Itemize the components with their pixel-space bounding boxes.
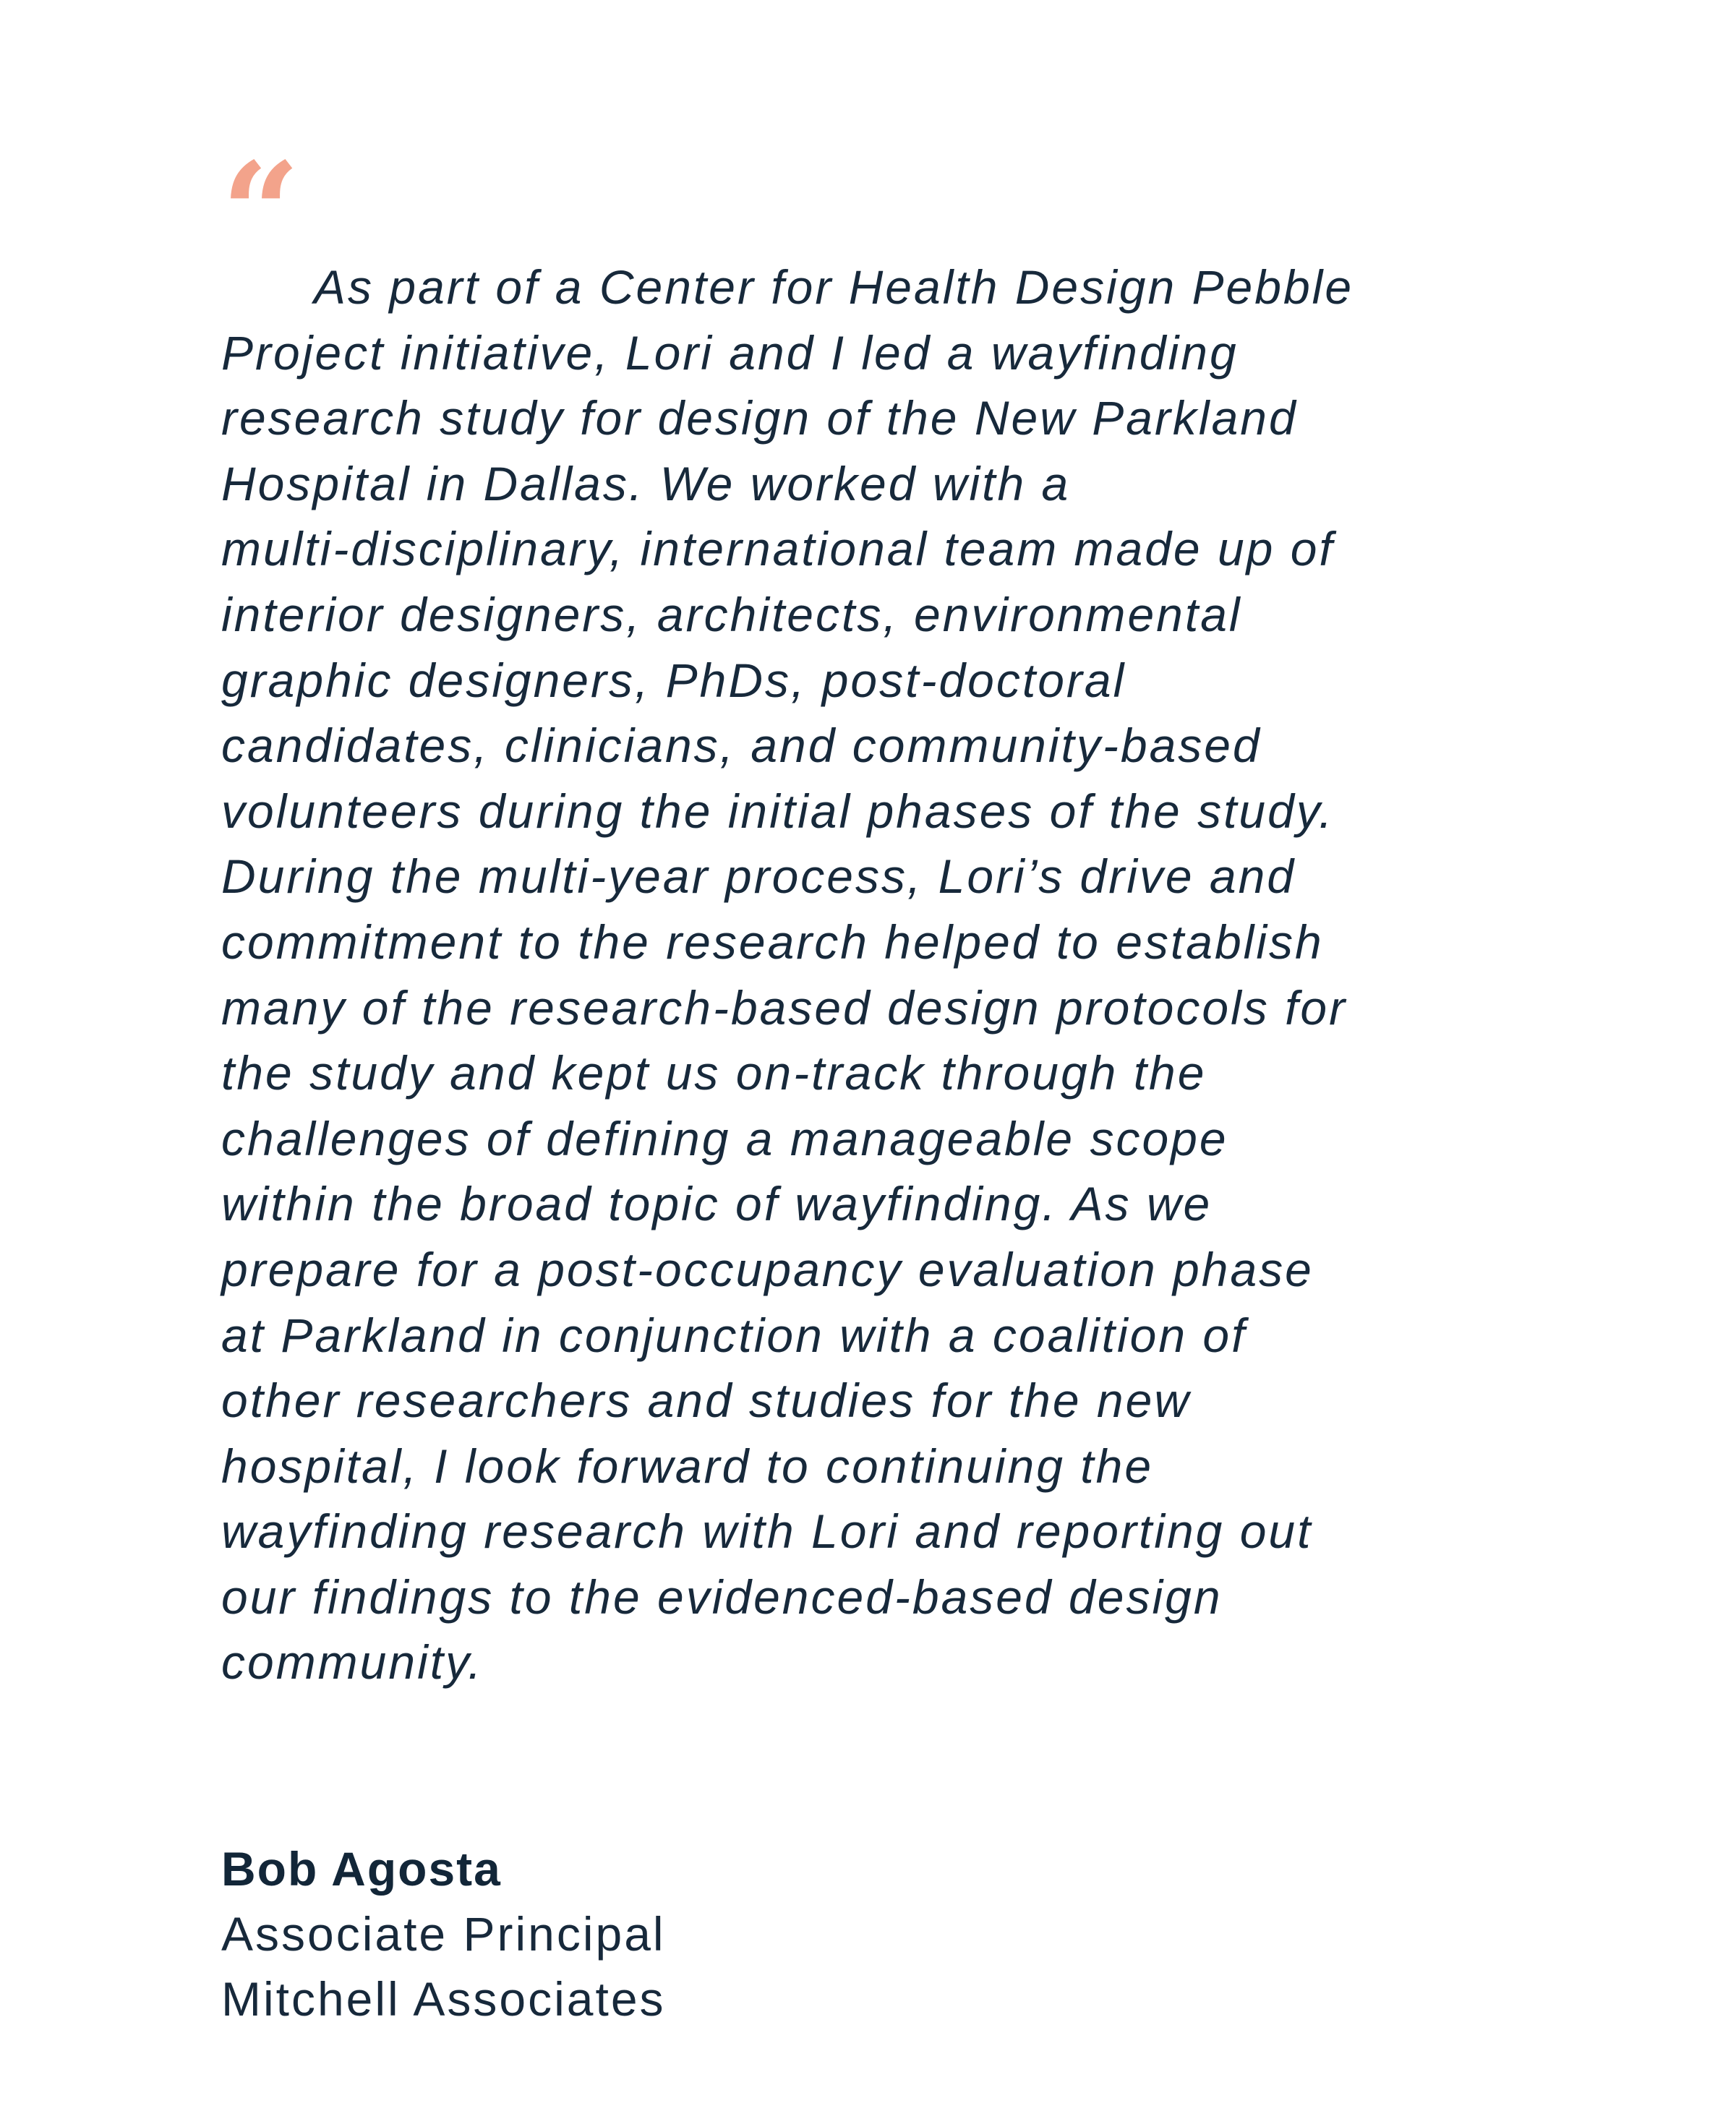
attribution	[221, 1836, 666, 2031]
quote-line: graphic designers, PhDs, post-doctoral	[221, 653, 1126, 707]
author-name: Bob Agosta	[221, 1842, 502, 1896]
quote-line: interior designers, architects, environmental	[221, 587, 1242, 641]
quote-line: prepare for a post-occupancy evaluation phase	[221, 1242, 1314, 1296]
quote-line: research study for design of the New Parkland	[221, 391, 1298, 445]
quote-line: many of the research-based design protocols for	[221, 980, 1348, 1035]
quote-line: wayfinding research with Lori and reporting out	[221, 1504, 1313, 1559]
quote-line: Hospital in Dallas. We worked with a	[221, 456, 1071, 510]
quote-line: hospital, I look forward to continuing the	[221, 1439, 1154, 1493]
quote-line: multi-disciplinary, international team made up of	[221, 522, 1335, 576]
quote-line: As part of a Center for Health Design Pebble	[314, 260, 1354, 314]
quote-line: the study and kept us on-track through the	[221, 1046, 1207, 1100]
quote-line: Project initiative, Lori and I led a wayfinding	[221, 325, 1239, 380]
quote-line: During the multi-year process, Lori’s drive and	[221, 849, 1296, 904]
quote-line: community.	[221, 1635, 484, 1690]
quote-text	[221, 254, 1537, 1695]
quote-line: at Parkland in conjunction with a coalition of	[221, 1308, 1247, 1362]
quote-line: candidates, clinicians, and community-based	[221, 719, 1262, 773]
quote-line: within the broad topic of wayfinding. As we	[221, 1177, 1213, 1231]
quote-line: volunteers during the initial phases of the study.	[221, 784, 1335, 838]
quote-line: commitment to the research helped to establish	[221, 915, 1324, 969]
author-title: Associate Principal	[221, 1907, 666, 1961]
quotation-mark-icon: “	[221, 132, 301, 294]
author-company: Mitchell Associates	[221, 1972, 666, 2026]
quote-line: challenges of defining a manageable scope	[221, 1111, 1228, 1165]
quote-line: other researchers and studies for the new	[221, 1374, 1192, 1428]
quote-line: our findings to the evidenced-based design	[221, 1570, 1223, 1624]
